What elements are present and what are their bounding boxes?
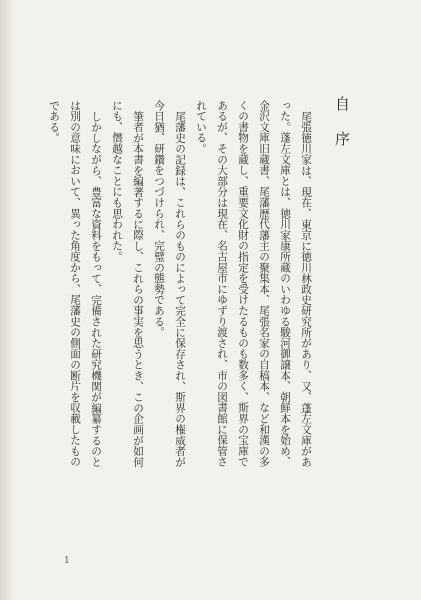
paragraph-3: 筆者が本書を編著するに際し、これらの事実を思うとき、この企画が如何にも、僭越なことにも思われた。: [111, 100, 144, 467]
preface-body: [48, 100, 316, 470]
paragraph-1: 尾張徳川家は、現在、東京に徳川林政史研究所があり、又、蓬左文庫があった。蓬左文庫とは、徳川家康所蔵のいわゆる駿河御譲本、朝鮮本を始め、金沢文庫旧蔵書、尾藩歴代藩主の聚集本、尾張名家の自稿本、など和漢の多くの書物を蔵し、重要文化財の指定を受けたるものも数多く、斯界の宝庫であるが、その大部分は現在、名古屋市にゆずり渡され、市の図書館に保管されている。: [195, 100, 312, 468]
page-number: 1: [64, 556, 70, 566]
page-edge-shadow: [0, 0, 14, 600]
paragraph-4: しかしながら、豊富な資料をもって、完備された研究機関が編纂するのとは別の意味において、異った角度から、尾藩史の側面の断片を収載したものである。: [48, 100, 102, 468]
paragraph-2: 尾藩史の記録は、これらのものによって完全に保存され、斯界の権威者が今日猶、研鑽をつづけられ、完璧の態勢である。: [153, 100, 186, 467]
page-title: 自序: [333, 96, 351, 166]
